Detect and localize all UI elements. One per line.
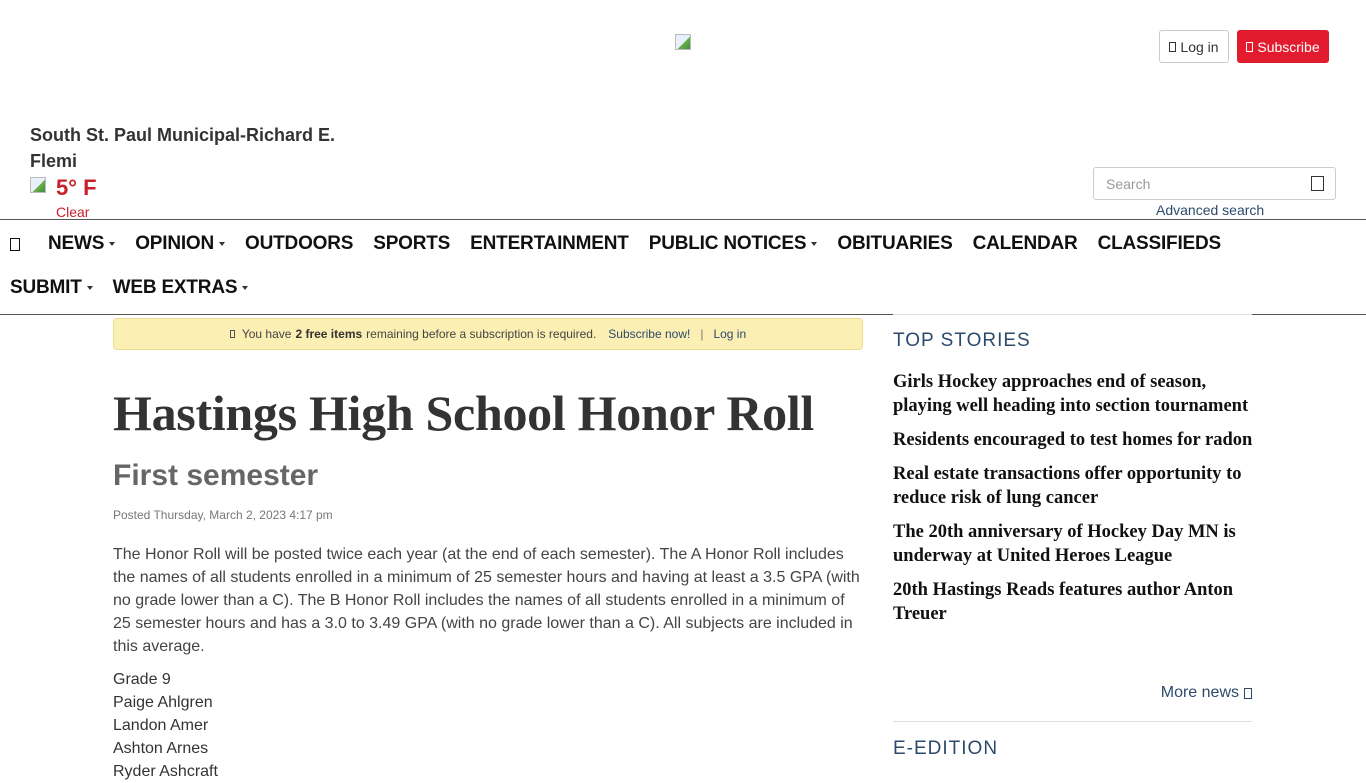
weather-condition: Clear <box>56 204 90 220</box>
nav-label: OPINION <box>135 233 215 254</box>
weather-location: South St. Paul Municipal-Richard E. Flemi <box>30 125 336 171</box>
article-headline: Hastings High School Honor Roll <box>113 385 815 441</box>
user-icon <box>1169 42 1176 52</box>
nav-entertainment[interactable] <box>460 233 639 255</box>
list-item: Paige Ahlgren <box>113 694 213 711</box>
nav-label: OBITUARIES <box>837 233 953 254</box>
weather-temperature: 5° F <box>56 175 97 200</box>
nav-label: ENTERTAINMENT <box>470 233 629 254</box>
list-item: Ashton Arnes <box>113 740 209 757</box>
paywall-count: 2 free items <box>295 327 363 341</box>
nav-outdoors[interactable] <box>235 233 363 255</box>
story-link[interactable]: Residents encouraged to test homes for radon <box>893 430 1253 450</box>
logo-image-icon <box>675 34 691 50</box>
nav-obituaries[interactable] <box>827 233 962 255</box>
divider <box>893 314 1252 315</box>
nav-calendar[interactable] <box>963 233 1088 255</box>
subscribe-button[interactable] <box>1237 30 1329 63</box>
nav-news[interactable] <box>38 233 125 255</box>
main-nav <box>0 219 1366 315</box>
subscribe-now-link[interactable]: Subscribe now! <box>608 327 691 341</box>
caret-down-icon <box>811 242 817 246</box>
nav-public-notices[interactable] <box>639 233 828 255</box>
subscribe-label: Subscribe <box>1257 38 1320 55</box>
home-icon <box>10 238 20 251</box>
weather-widget[interactable] <box>30 122 350 220</box>
paywall-separator: | <box>700 327 704 341</box>
nav-web-extras[interactable] <box>103 277 259 299</box>
nav-home[interactable] <box>0 238 38 251</box>
nav-label: CALENDAR <box>972 233 1078 254</box>
paywall-notice <box>113 318 863 350</box>
nav-row-2 <box>0 266 258 310</box>
nav-label: WEB EXTRAS <box>112 277 238 298</box>
search-icon[interactable] <box>1311 176 1324 191</box>
search-input[interactable] <box>1094 168 1294 199</box>
search-box <box>1093 167 1336 200</box>
caret-down-icon <box>87 286 93 290</box>
nav-label: PUBLIC NOTICES <box>648 233 807 254</box>
honor-roll-list <box>113 668 218 783</box>
paywall-login-link[interactable]: Log in <box>713 327 747 341</box>
nav-label: SPORTS <box>373 233 451 254</box>
nav-classifieds[interactable] <box>1088 233 1231 255</box>
site-logo[interactable] <box>675 34 691 50</box>
top-stories-list <box>893 370 1258 636</box>
list-item: Grade 9 <box>113 671 171 688</box>
more-news-label: More news <box>1160 684 1239 701</box>
caret-down-icon <box>219 242 225 246</box>
list-item: Landon Amer <box>113 717 209 734</box>
article-posted-date: Posted Thursday, March 2, 2023 4:17 pm <box>113 508 333 522</box>
nav-label: NEWS <box>48 233 105 254</box>
weather-condition-icon <box>30 177 46 193</box>
nav-row-1 <box>0 222 1231 266</box>
nav-submit[interactable] <box>0 277 103 299</box>
nav-sports[interactable] <box>363 233 460 255</box>
nav-label: OUTDOORS <box>245 233 354 254</box>
list-item: Ryder Ashcraft <box>113 763 218 780</box>
story-link[interactable]: The 20th anniversary of Hockey Day MN is underway at United Heroes League <box>893 522 1236 566</box>
pencil-icon <box>1246 42 1253 52</box>
info-icon <box>230 330 235 338</box>
divider <box>893 721 1252 722</box>
story-link[interactable]: Girls Hockey approaches end of season, playing well heading into section tournament <box>893 372 1249 416</box>
nav-label: SUBMIT <box>10 277 82 298</box>
story-link[interactable]: Real estate transactions offer opportunity to reduce risk of lung cancer <box>893 464 1242 508</box>
story-link[interactable]: 20th Hastings Reads features author Anton Treuer <box>893 580 1234 624</box>
paywall-prefix: You have <box>241 327 292 341</box>
chevron-right-icon <box>1244 688 1252 699</box>
article-body: The Honor Roll will be posted twice each year (at the end of each semester). The A Honor Roll includes the names of all students enrolled in a minimum of 25 semester hours and having at least a 3.5 GPA (with no grade lower than a C). The B Honor Roll includes the names of all students enrolled in a minimum of 25 semester hours and has a 3.0 to 3.49 GPA (with no grade lower than a C). All subjects are included in this average. <box>113 546 860 655</box>
nav-label: CLASSIFIEDS <box>1097 233 1222 254</box>
caret-down-icon <box>242 286 248 290</box>
nav-opinion[interactable] <box>125 233 235 255</box>
top-stories-title: TOP STORIES <box>893 330 1031 351</box>
login-label: Log in <box>1180 38 1219 55</box>
login-button[interactable] <box>1159 30 1229 63</box>
paywall-suffix: remaining before a subscription is required. <box>366 327 597 341</box>
article-subhead: First semester <box>113 459 319 492</box>
advanced-search-link[interactable]: Advanced search <box>1156 202 1265 218</box>
eedition-title: E-EDITION <box>893 738 999 759</box>
more-news-link[interactable] <box>1161 684 1252 702</box>
caret-down-icon <box>109 242 115 246</box>
